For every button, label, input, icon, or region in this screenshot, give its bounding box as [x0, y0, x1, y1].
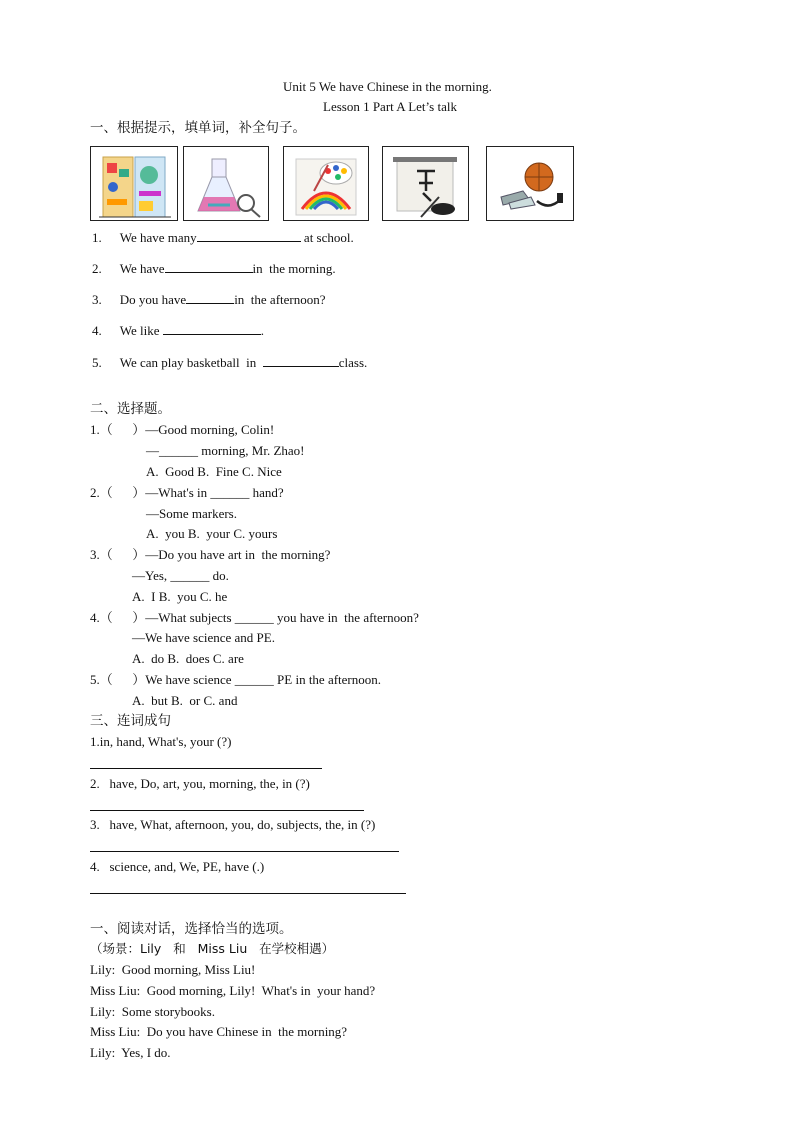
item-text-after: in the morning. — [252, 261, 336, 276]
dialogue-line: Lily: Yes, I do. — [90, 1045, 171, 1060]
reorder-item-1: 1.in, hand, What's, your (?) — [90, 734, 232, 749]
item-number: 5. — [92, 355, 102, 370]
answer-blank[interactable] — [163, 323, 261, 335]
question-1-stem: 1.（ ）—Good morning, Colin! — [90, 422, 275, 437]
question-3-reply: —Yes, ______ do. — [132, 568, 229, 583]
item-text-after: in the afternoon? — [234, 292, 326, 307]
art-supplies-icon — [90, 146, 178, 221]
reorder-item-4: 4. science, and, We, PE, have (.) — [90, 859, 265, 874]
answer-blank[interactable] — [165, 261, 253, 273]
fill-item-4 — [92, 323, 264, 339]
reorder-item-2: 2. have, Do, art, you, morning, the, in (?) — [90, 776, 310, 791]
reorder-item-3: 3. have, What, afternoon, you, do, subjects, the, in (?) — [90, 817, 376, 832]
fill-item-5 — [92, 355, 367, 371]
dialogue-line: Lily: Good morning, Miss Liu! — [90, 962, 256, 977]
question-3-stem: 3.（ ）—Do you have art in the morning? — [90, 547, 331, 562]
question-5-stem: 5.（ ）We have science ______ PE in the afternoon. — [90, 672, 382, 687]
paint-palette-icon — [283, 146, 369, 221]
question-1-reply: —______ morning, Mr. Zhao! — [146, 443, 305, 458]
chinese-scroll-icon — [382, 146, 469, 221]
question-4-stem: 4.（ ）—What subjects ______ you have in the afternoon? — [90, 610, 419, 625]
question-4-reply: —We have science and PE. — [132, 630, 275, 645]
worksheet-title: Unit 5 We have Chinese in the morning. — [283, 79, 492, 94]
item-text-before: We have — [119, 261, 165, 276]
answer-line-1[interactable] — [90, 768, 322, 769]
item-text-after: at school. — [300, 230, 354, 245]
item-number: 3. — [92, 292, 102, 307]
fill-item-2 — [92, 261, 336, 277]
item-number: 4. — [92, 323, 102, 338]
dialogue-line: Miss Liu: Good morning, Lily! What's in your hand? — [90, 983, 376, 998]
question-2-stem: 2.（ ）—What's in ______ hand? — [90, 485, 284, 500]
dialogue-line: Miss Liu: Do you have Chinese in the morning? — [90, 1024, 348, 1039]
worksheet-subtitle: Lesson 1 Part A Let’s talk — [323, 99, 457, 114]
answer-line-4[interactable] — [90, 893, 406, 894]
item-text-before: We have many — [119, 230, 197, 245]
item-text-after: class. — [338, 355, 368, 370]
item-number: 2. — [92, 261, 102, 276]
question-5-options: A. but B. or C. and — [132, 693, 238, 708]
section2-heading: 二、选择题。 — [90, 401, 171, 417]
answer-blank[interactable] — [263, 355, 339, 367]
pe-sports-icon — [486, 146, 574, 221]
fill-item-1 — [92, 230, 354, 246]
answer-blank[interactable] — [197, 230, 301, 242]
question-2-reply: —Some markers. — [146, 506, 237, 521]
fill-item-3 — [92, 292, 326, 308]
item-text-after: . — [260, 323, 264, 338]
answer-blank[interactable] — [186, 292, 234, 304]
section3-heading: 三、连词成句 — [90, 713, 171, 729]
answer-line-3[interactable] — [90, 851, 399, 852]
dialogue-scene: （场景：Lily 和 Miss Liu 在学校相遇） — [90, 941, 335, 956]
item-text-before: Do you have — [119, 292, 187, 307]
question-4-options: A. do B. does C. are — [132, 651, 244, 666]
section1-heading: 一、根据提示，填单词，补全句子。 — [90, 120, 306, 136]
section4-heading: 一、阅读对话，选择恰当的选项。 — [90, 921, 293, 937]
question-1-options: A. Good B. Fine C. Nice — [146, 464, 282, 479]
science-flask-icon — [183, 146, 269, 221]
item-number: 1. — [92, 230, 102, 245]
dialogue-line: Lily: Some storybooks. — [90, 1004, 215, 1019]
question-3-options: A. I B. you C. he — [132, 589, 228, 604]
question-2-options: A. you B. your C. yours — [146, 526, 278, 541]
item-text-before: We can play basketball in — [119, 355, 263, 370]
item-text-before: We like — [119, 323, 163, 338]
answer-line-2[interactable] — [90, 810, 364, 811]
